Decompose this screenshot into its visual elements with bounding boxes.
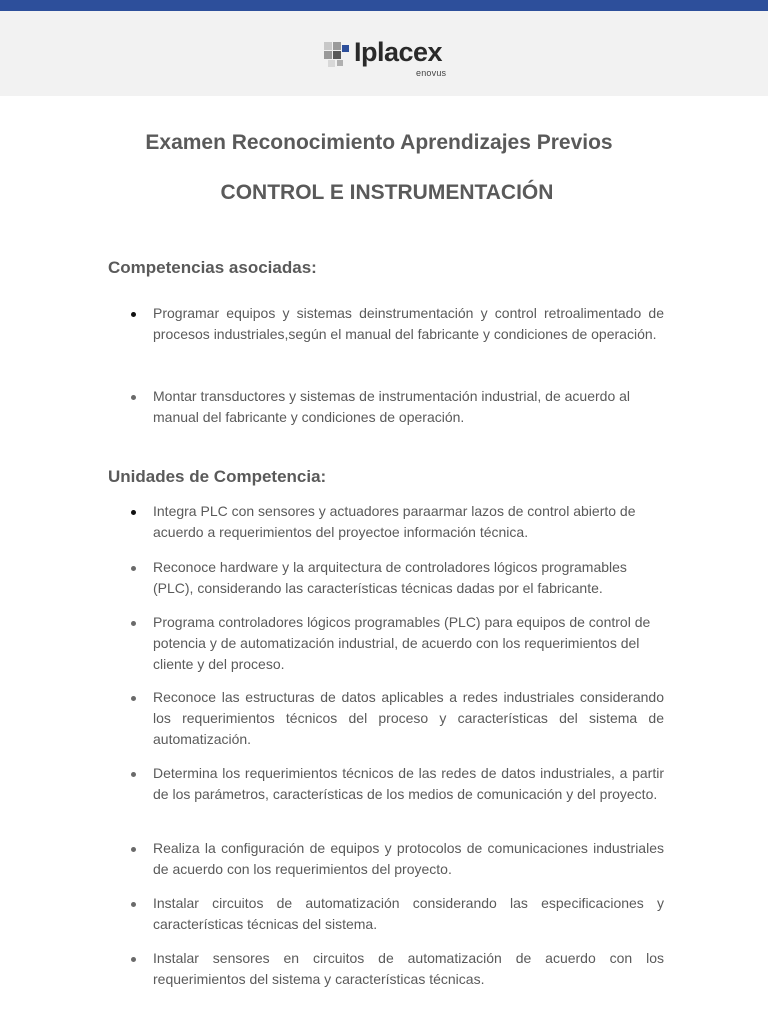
section-heading-unidades: Unidades de Competencia: <box>108 467 327 486</box>
bullet-icon <box>131 772 136 777</box>
page-title: Examen Reconocimiento Aprendizajes Previos <box>145 131 613 154</box>
bullet-icon <box>131 566 136 571</box>
logo-subtext: enovus <box>416 68 447 78</box>
iplacex-logo <box>324 37 448 80</box>
bullet-icon <box>131 957 136 962</box>
bullet-icon <box>131 902 136 907</box>
bullet-icon <box>131 395 136 400</box>
list-item-text: Reconoce las estructuras de datos aplicables a redes industriales considerando los requerimientos técnicos del proceso y características del sistema de automatización. <box>153 689 664 747</box>
list-item-text: Programar equipos y sistemas deinstrumentación y control retroalimentado de procesos industriales,según el manual del fabricante y condiciones de operación. <box>153 305 664 342</box>
list-item <box>108 557 664 599</box>
list-item <box>108 612 664 675</box>
bullet-icon <box>131 847 136 852</box>
list-item <box>108 386 664 428</box>
list-item-text: Instalar circuitos de automatización considerando las especificaciones y características técnicas del sistema. <box>153 895 664 932</box>
list-item <box>108 838 664 880</box>
list-item-text: Instalar sensores en circuitos de automatización de acuerdo con los requerimientos del sistema y características técnicas. <box>153 950 664 987</box>
list-item <box>108 501 664 543</box>
bullet-icon <box>131 696 136 701</box>
top-accent-bar <box>0 0 768 11</box>
list-item-text: Montar transductores y sistemas de instrumentación industrial, de acuerdo al manual del fabricante y condiciones de operación. <box>153 388 631 425</box>
list-item <box>108 948 664 990</box>
list-item <box>108 893 664 935</box>
list-item-text: Programa controladores lógicos programables (PLC) para equipos de control de potencia y de automatización industrial, de acuerdo con los requerimientos del cliente y del proceso. <box>153 614 651 672</box>
list-item <box>108 687 664 750</box>
list-item-text: Determina los requerimientos técnicos de las redes de datos industriales, a partir de los parámetros, características de los medios de comunicación y del proyecto. <box>153 765 664 802</box>
list-item-text: Realiza la configuración de equipos y protocolos de comunicaciones industriales de acuerdo con los requerimientos del proyecto. <box>153 840 664 877</box>
logo-squares-icon <box>324 42 354 70</box>
list-item-text: Integra PLC con sensores y actuadores paraarmar lazos de control abierto de acuerdo a requerimientos del proyectoe información técnica. <box>153 503 636 540</box>
list-item <box>108 303 664 345</box>
bullet-icon <box>131 621 136 626</box>
bullet-icon <box>131 510 136 515</box>
bullet-icon <box>131 312 136 317</box>
page-subtitle: CONTROL E INSTRUMENTACIÓN <box>220 181 554 204</box>
logo-wordmark: Iplacex <box>354 37 443 67</box>
list-item-text: Reconoce hardware y la arquitectura de controladores lógicos programables (PLC), considerando las características técnicas dadas por el fabricante. <box>153 559 627 596</box>
list-item <box>108 763 664 805</box>
section-heading-competencias: Competencias asociadas: <box>108 258 317 277</box>
